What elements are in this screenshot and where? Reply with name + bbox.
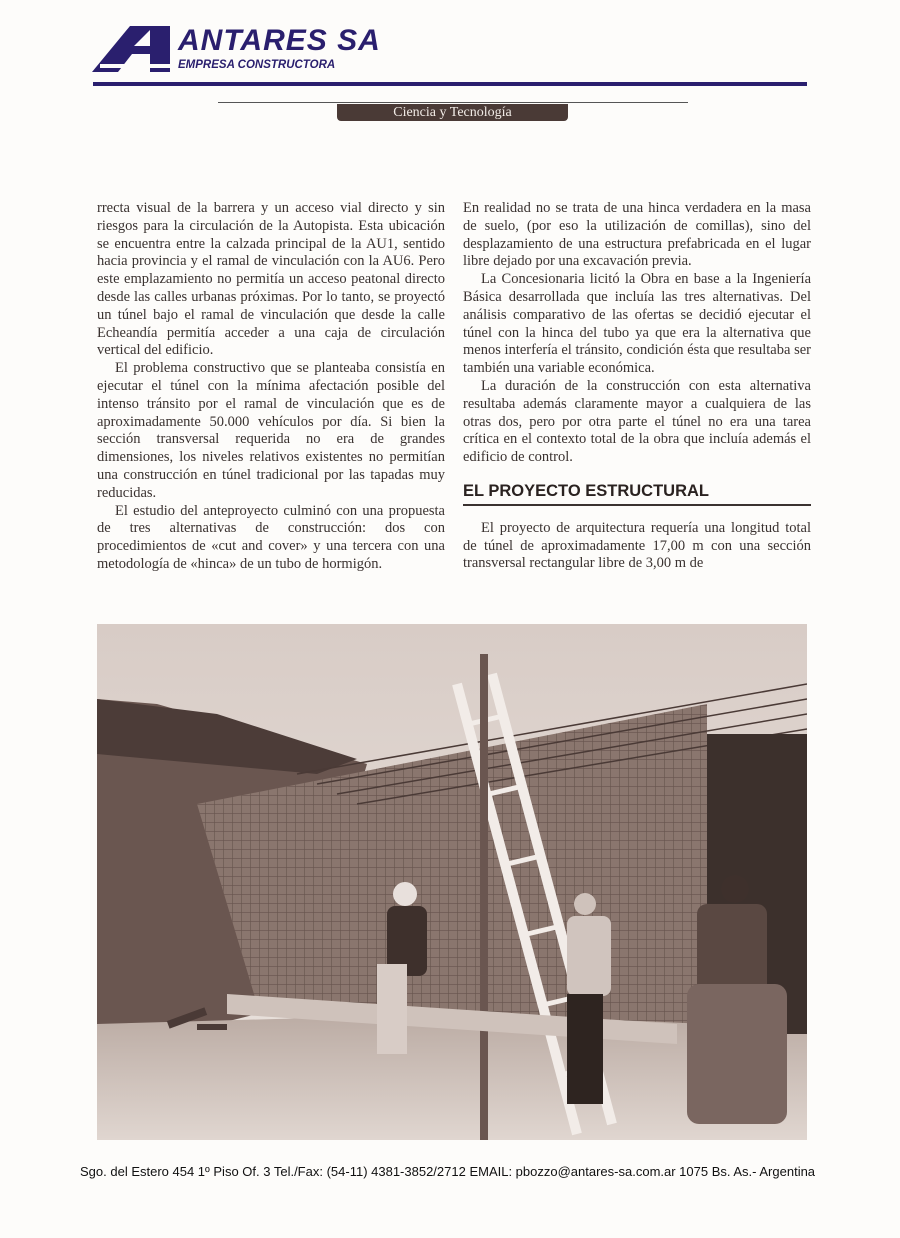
section-heading: EL PROYECTO ESTRUCTURAL	[463, 483, 811, 506]
brand-subtitle: EMPRESA CONSTRUCTORA	[178, 59, 336, 71]
paragraph: La duración de la construcción con esta alternativa resultaba además claramente mayor a cualquiera de las otras dos, pero por otra parte el túnel no era una tarea crítica en el contexto total de la obra que incluía además el edificio de control.	[463, 377, 811, 466]
article-left-column	[97, 200, 445, 574]
paragraph: En realidad no se trata de una hinca verdadera en la masa de suelo, (por eso la utilización de comillas), sino del desplazamiento de una estructura prefabricada en el lugar libre dejado por una excavación previa.	[463, 200, 811, 270]
footer-contact: Sgo. del Estero 454 1º Piso Of. 3 Tel./Fax: (54-11) 4381-3852/2712 EMAIL: pbozzo@antares-sa.com.ar 1075 Bs. As.- Argentina	[80, 1164, 816, 1179]
section-badge: Ciencia y Tecnología	[337, 104, 568, 121]
construction-site-image	[97, 624, 807, 1140]
paragraph: La Concesionaria licitó la Obra en base a la Ingeniería Básica desarrollada que incluía las tres alternativas. Del análisis comparativo de las ofertas se decidió ejecutar el túnel con la hinca del tubo ya que era la alternativa que menos interfería el tránsito, condición ésta que resultaba ser también una variable económica.	[463, 271, 811, 377]
paragraph: El problema constructivo que se planteaba consistía en ejecutar el túnel con la mínima afectación posible del intenso tránsito por el ramal de vinculación que es de aproximadamente 50.000 vehículos por día. Si bien la sección transversal requerida no era de grandes dimensiones, los niveles relativos existentes no permitían una construcción en túnel tradicional por las tapadas muy reducidas.	[97, 360, 445, 501]
header-rule	[93, 82, 807, 86]
paragraph: rrecta visual de la barrera y un acceso vial directo y sin riesgos para la circulación de la Autopista. Esta ubicación se encuentra entre la calzada principal de la AU1, sentido hacia provincia y el ramal de vinculación con la AU6. Pero este emplazamiento no permitía un acceso peatonal directo desde las calles urbanas próximas. Por lo tanto, se proyectó un túnel bajo el ramal de vinculación que desde la calle Echeandía permitía acceder a una caja de circulación vertical del edificio.	[97, 200, 445, 359]
construction-photo	[97, 624, 807, 1140]
section-rule	[218, 102, 688, 103]
paragraph: El estudio del anteproyecto culminó con una propuesta de tres alternativas de construcción: dos con procedimientos de «cut and cover» y una tercera con una metodología de «hinca» de un tubo de hormigón.	[97, 502, 445, 572]
paragraph: El proyecto de arquitectura requería una longitud total de túnel de aproximadamente 17,00 m con una sección transversal rectangular libre de 3,00 m de	[463, 519, 811, 572]
brand-name: ANTARES SA	[178, 24, 381, 57]
article-right-column	[463, 200, 811, 573]
